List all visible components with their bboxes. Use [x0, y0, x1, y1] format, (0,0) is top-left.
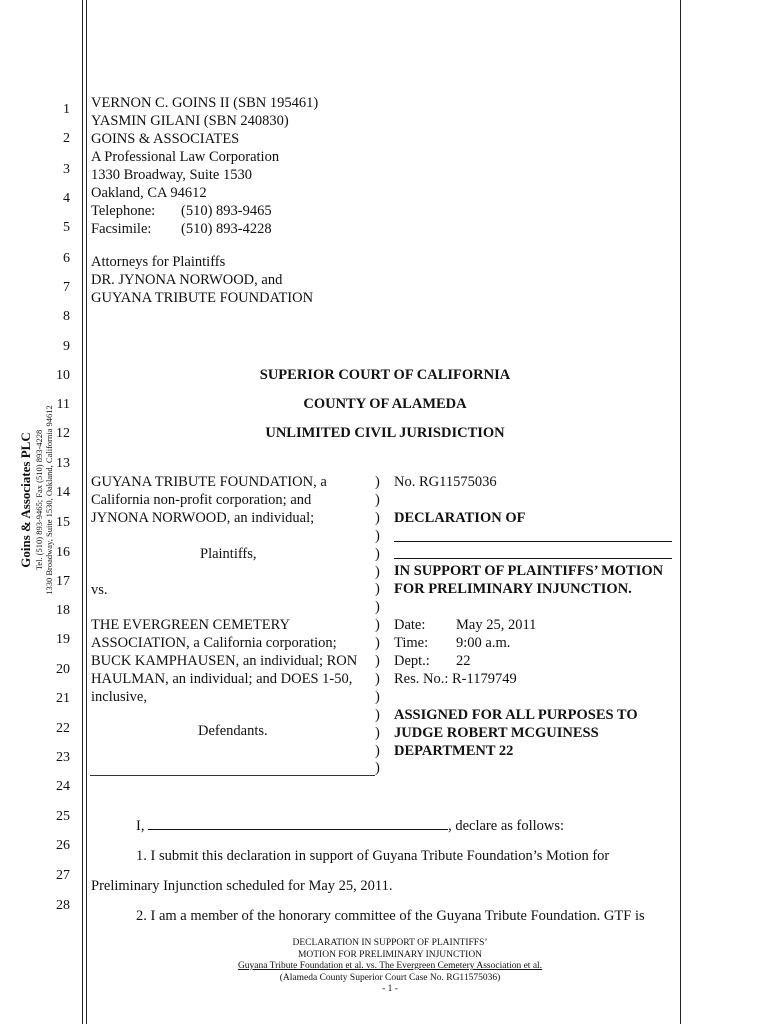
assignment-line: DEPARTMENT 22 — [394, 743, 514, 759]
caption-parenthesis: ) — [375, 474, 380, 490]
attorneys-for-line: DR. JYNONA NORWOOD, and — [91, 272, 283, 288]
left-margin-rule — [82, 0, 83, 1024]
caption-parenthesis: ) — [375, 527, 380, 544]
declarant-name-blank-2 — [394, 558, 672, 559]
caption-parenthesis: ) — [375, 760, 380, 777]
line-number: 22 — [56, 721, 70, 736]
attorney-line: VERNON C. GOINS II (SBN 195461) — [91, 95, 319, 111]
defendant-line: inclusive, — [91, 689, 147, 705]
caption-parenthesis: ) — [375, 688, 380, 705]
footer-title-line1: DECLARATION IN SUPPORT OF PLAINTIFFS’ — [292, 938, 488, 948]
declare-suffix: , declare as follows: — [448, 818, 565, 834]
plaintiff-line: JYNONA NORWOOD, an individual; — [91, 510, 315, 526]
telephone-value: (510) 893-9465 — [181, 203, 272, 219]
line-number: 17 — [56, 574, 70, 589]
declaration-of-heading: DECLARATION OF — [394, 510, 526, 526]
plaintiffs-label: Plaintiffs, — [200, 546, 257, 562]
line-number: 18 — [56, 603, 70, 618]
attorney-line: Oakland, CA 94612 — [91, 185, 207, 201]
court-name: SUPERIOR COURT OF CALIFORNIA — [259, 367, 511, 383]
line-number: 28 — [56, 898, 70, 913]
footer-title-line2: MOTION FOR PRELIMINARY INJUNCTION — [297, 949, 483, 960]
assignment-line: JUDGE ROBERT MCGUINESS — [394, 725, 599, 741]
line-number: 4 — [63, 191, 70, 206]
paragraph-1-line-1 — [136, 847, 609, 865]
attorney-line: GOINS & ASSOCIATES — [91, 131, 240, 147]
line-number: 24 — [56, 779, 70, 794]
line-number: 27 — [56, 868, 70, 883]
line-number: 5 — [63, 220, 70, 235]
attorney-line: YASMIN GILANI (SBN 240830) — [91, 113, 289, 129]
paragraph-1-line-2: Preliminary Injunction scheduled for May 25, 2011. — [91, 878, 393, 894]
dept-value: 22 — [456, 653, 471, 669]
line-number: 19 — [56, 632, 70, 647]
footer-case-number: (Alameda County Superior Court Case No. RG11575036) — [279, 972, 501, 983]
hearing-info — [394, 616, 536, 688]
line-number: 25 — [56, 809, 70, 824]
defendant-line: BUCK KAMPHAUSEN, an individual; RON — [91, 653, 358, 669]
attorney-block — [91, 94, 318, 238]
line-number: 15 — [56, 515, 70, 530]
page-footer — [180, 938, 600, 996]
line-number: 21 — [56, 691, 70, 706]
support-heading-line2: FOR PRELIMINARY INJUNCTION. — [394, 581, 632, 597]
line-number: 10 — [56, 368, 70, 383]
caption-parenthesis: ) — [375, 706, 380, 723]
line-number: 8 — [63, 309, 70, 324]
footer-case-caption — [180, 961, 600, 973]
line-number: 7 — [63, 280, 70, 295]
fax-label: Facsimile: — [91, 221, 152, 237]
caption-parenthesis: ) — [375, 599, 380, 616]
attorney-line: 1330 Broadway, Suite 1530 — [91, 167, 252, 183]
fax-value: (510) 893-4228 — [181, 221, 272, 237]
declarant-name-blank — [148, 829, 448, 830]
date-value: May 25, 2011 — [456, 617, 537, 633]
assignment-line: ASSIGNED FOR ALL PURPOSES TO — [394, 707, 638, 723]
plaintiff-line: GUYANA TRIBUTE FOUNDATION, a — [91, 474, 327, 490]
time-value: 9:00 a.m. — [456, 635, 511, 651]
line-number: 9 — [63, 339, 70, 354]
caption-parenthesis: ) — [375, 617, 380, 634]
dept-label: Dept.: — [394, 653, 430, 669]
hearing-date-row — [394, 616, 536, 634]
telephone-row — [91, 202, 318, 220]
caption-parenthesis: ) — [375, 653, 380, 669]
paragraph-2-line-1 — [136, 907, 645, 925]
defendants-label: Defendants. — [198, 723, 268, 739]
line-number: 20 — [56, 662, 70, 677]
line-number: 14 — [56, 485, 70, 500]
case-number: No. RG11575036 — [394, 474, 497, 490]
line-number: 1 — [63, 102, 70, 117]
caption-parenthesis: ) — [375, 563, 380, 580]
sidebar-firm-name: Goins & Associates PLC — [18, 432, 33, 568]
caption-bottom-rule — [90, 775, 375, 776]
line-number: 26 — [56, 838, 70, 853]
defendant-line: ASSOCIATION, a California corporation; — [91, 635, 337, 651]
line-number: 3 — [63, 162, 70, 177]
paragraph-number: 1. — [136, 848, 147, 864]
line-number: 6 — [63, 251, 70, 266]
plaintiff-line: California non-profit corporation; and — [91, 492, 312, 508]
defendants-block — [91, 616, 357, 706]
sidebar-address: 1330 Broadway, Suite 1530, Oakland, California 94612 — [44, 405, 54, 595]
declaration-opening — [136, 817, 564, 835]
page-number: - 1 - — [382, 984, 398, 994]
attorneys-for-line: GUYANA TRIBUTE FOUNDATION — [91, 290, 314, 306]
declare-prefix: I, — [136, 818, 145, 834]
court-county: COUNTY OF ALAMEDA — [303, 396, 467, 412]
defendant-line: HAULMAN, an individual; and DOES 1-50, — [91, 671, 353, 687]
caption-parenthesis: ) — [375, 670, 380, 687]
caption-parenthesis: ) — [375, 581, 380, 598]
res-label: Res. No.: — [394, 671, 449, 687]
paragraph-text: I am a member of the honorary committee of the Guyana Tribute Foundation. GTF is — [150, 908, 645, 924]
paragraph-number: 2. — [136, 908, 147, 924]
hearing-time-row — [394, 634, 536, 652]
paragraph-text: I submit this declaration in support of Guyana Tribute Foundation’s Motion for — [150, 848, 610, 864]
caption-parenthesis: ) — [375, 724, 380, 741]
assignment-block — [394, 706, 638, 760]
declarant-name-blank-1 — [394, 541, 672, 542]
line-number: 2 — [63, 131, 70, 146]
line-number: 12 — [56, 426, 70, 441]
time-label: Time: — [394, 635, 429, 651]
line-number: 23 — [56, 750, 70, 765]
caption-parenthesis: ) — [375, 635, 380, 652]
reservation-row — [394, 670, 536, 688]
plaintiffs-block — [91, 473, 327, 527]
attorneys-for-line: Attorneys for Plaintiffs — [91, 254, 226, 270]
res-value: R-1179749 — [452, 671, 517, 687]
caption-parenthesis: ) — [375, 509, 380, 526]
line-number: 16 — [56, 545, 70, 560]
hearing-dept-row — [394, 652, 536, 670]
caption-parenthesis: ) — [375, 491, 380, 508]
attorney-line: A Professional Law Corporation — [91, 149, 280, 165]
attorneys-for-block — [91, 253, 313, 307]
line-number: 11 — [56, 397, 70, 412]
support-heading-line1: IN SUPPORT OF PLAINTIFFS’ MOTION — [394, 563, 664, 579]
caption-parenthesis: ) — [375, 545, 380, 562]
footer-case-caption-text: Guyana Tribute Foundation et al. vs. The Evergreen Cemetery Association et al. — [237, 961, 543, 971]
firm-sidebar — [18, 400, 54, 600]
caption-parenthesis: ) — [375, 742, 380, 759]
sidebar-phone-fax: Tel. (510) 893-9465; Fax (510) 893-4228 — [34, 429, 44, 571]
fax-row — [91, 220, 318, 238]
line-number: 13 — [56, 456, 70, 471]
court-jurisdiction: UNLIMITED CIVIL JURISDICTION — [265, 425, 505, 441]
telephone-label: Telephone: — [91, 203, 156, 219]
right-margin-rule — [680, 0, 681, 1024]
date-label: Date: — [394, 617, 426, 633]
versus-label: vs. — [91, 582, 108, 598]
left-margin-rule-inner — [86, 0, 87, 1024]
defendant-line: THE EVERGREEN CEMETERY — [91, 617, 290, 633]
